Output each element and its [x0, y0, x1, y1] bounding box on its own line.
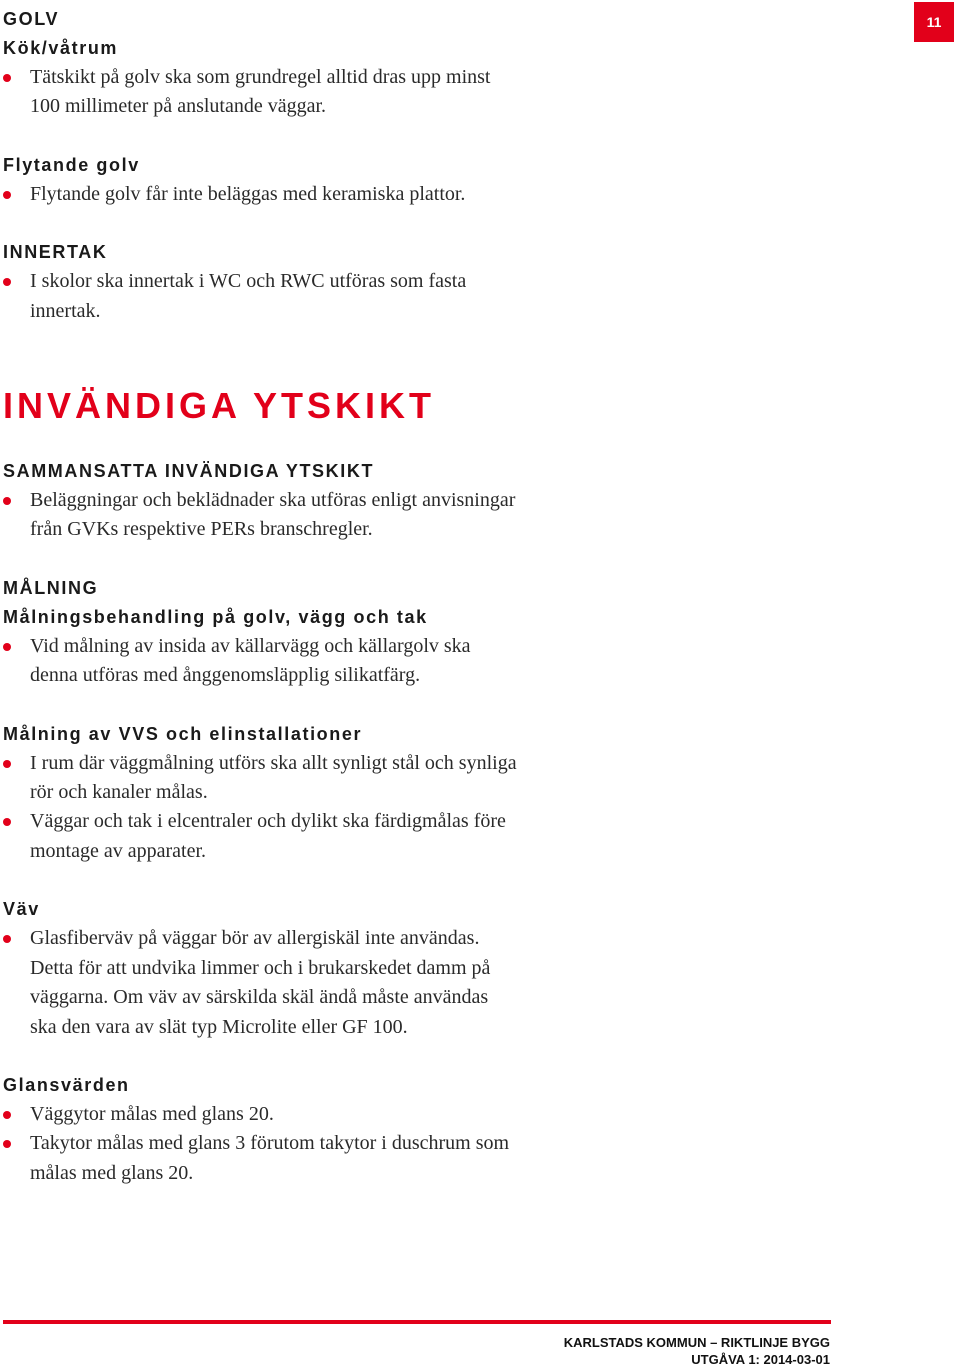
list-item	[3, 180, 603, 209]
text-line: Detta för att undvika limmer och i brukarskedet damm på	[30, 956, 491, 979]
bullet-icon	[3, 278, 11, 286]
bullet-icon	[3, 74, 11, 82]
list-kok-vatrum	[3, 63, 603, 122]
list-flytande-golv	[3, 180, 603, 209]
text-line: Väggytor målas med glans 20.	[30, 1102, 274, 1125]
heading-malning: MÅLNING	[3, 577, 99, 598]
heading-golv: GOLV	[3, 9, 60, 29]
heading-sammansatta: SAMMANSATTA INVÄNDIGA YTSKIKT	[3, 461, 375, 482]
text-line: I rum där väggmålning utförs ska allt synligt stål och synliga	[30, 751, 517, 774]
document-body	[3, 0, 603, 1188]
text-line: väggarna. Om väv av särskilda skäl ändå måste användas	[30, 986, 489, 1009]
text-line: Takytor målas med glans 3 förutom takytor i duschrum som	[30, 1132, 510, 1155]
text-line: innertak.	[30, 299, 101, 322]
page-number-badge: 11	[914, 2, 954, 42]
list-item	[3, 486, 603, 545]
text-line: från GVKs respektive PERs branschregler.	[30, 518, 373, 541]
list-item	[3, 807, 603, 866]
heading-flytande-golv: Flytande golv	[3, 154, 140, 175]
text-line: Väggar och tak i elcentraler och dylikt ska färdigmålas före	[30, 810, 506, 833]
list-innertak	[3, 267, 603, 326]
bullet-icon	[3, 1140, 11, 1148]
text-line: 100 millimeter på anslutande väggar.	[30, 95, 327, 118]
heading-innertak: INNERTAK	[3, 242, 108, 263]
bullet-icon	[3, 1111, 11, 1119]
list-malningsbehandling	[3, 632, 603, 691]
footer-org: KARLSTADS KOMMUN – RIKTLINJE BYGG	[563, 1335, 830, 1350]
text-line: Tätskikt på golv ska som grundregel alltid dras upp minst	[30, 66, 491, 88]
heading-vav: Väv	[3, 899, 40, 920]
heading-glansvarden: Glansvärden	[3, 1074, 130, 1095]
text-line: Vid målning av insida av källarvägg och källargolv ska	[30, 634, 471, 657]
list-item	[3, 1100, 603, 1129]
text-line: denna utföras med ånggenomsläpplig silikatfärg.	[30, 664, 421, 687]
list-item	[3, 1129, 603, 1188]
heading-vvs-el: Målning av VVS och elinstallationer	[3, 723, 363, 744]
heading-invandiga-ytskikt: INVÄNDIGA YTSKIKT	[3, 385, 436, 427]
heading-malningsbehandling: Målningsbehandling på golv, vägg och tak	[3, 606, 428, 627]
list-glansvarden	[3, 1100, 603, 1188]
list-item	[3, 632, 603, 691]
footer	[564, 1334, 830, 1368]
text-line: målas med glans 20.	[30, 1161, 194, 1184]
list-vav	[3, 924, 603, 1042]
text-line: Flytande golv får inte beläggas med keramiska plattor.	[30, 182, 466, 205]
text-line: montage av apparater.	[30, 839, 207, 862]
list-vvs-el	[3, 749, 603, 867]
list-item	[3, 63, 603, 122]
bullet-icon	[3, 643, 11, 651]
bullet-icon	[3, 760, 11, 768]
footer-edition: UTGÅVA 1: 2014-03-01	[691, 1352, 830, 1367]
bullet-icon	[3, 935, 11, 943]
bullet-icon	[3, 191, 11, 199]
list-item	[3, 924, 603, 1042]
footer-divider	[3, 1320, 831, 1324]
text-line: Beläggningar och beklädnader ska utföras enligt anvisningar	[30, 489, 516, 512]
text-line: rör och kanaler målas.	[30, 781, 208, 804]
bullet-icon	[3, 497, 11, 505]
list-item	[3, 749, 603, 808]
bullet-icon	[3, 818, 11, 826]
text-line: ska den vara av slät typ Microlite eller GF 100.	[30, 1015, 408, 1038]
text-line: I skolor ska innertak i WC och RWC utföras som fasta	[30, 270, 467, 293]
list-item	[3, 267, 603, 326]
list-sammansatta	[3, 486, 603, 545]
heading-kok-vatrum: Kök/våtrum	[3, 38, 119, 58]
text-line: Glasfiberväv på väggar bör av allergiskäl inte användas.	[30, 927, 480, 950]
